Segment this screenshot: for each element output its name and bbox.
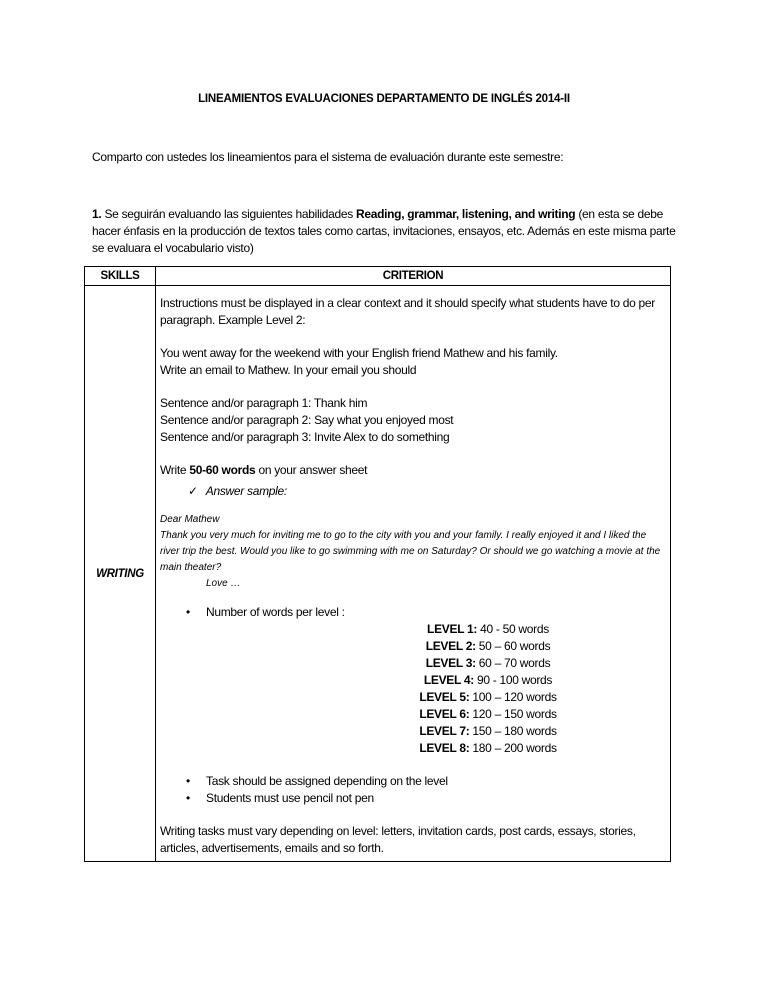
point-1-lead: Se seguirán evaluando las siguientes habilidades <box>101 207 356 221</box>
check-mark-icon: ✓ <box>188 484 198 498</box>
letter-greeting: Dear Mathew <box>160 514 220 525</box>
level-row <box>310 655 666 672</box>
level-label: LEVEL 2: <box>425 639 476 653</box>
level-value: 90 - 100 words <box>473 673 553 687</box>
sentence-2: Sentence and/or paragraph 2: Say what you enjoyed most <box>160 413 454 427</box>
level-row <box>310 723 666 740</box>
level-label: LEVEL 7: <box>419 724 470 738</box>
word-count: 50-60 words <box>189 463 256 477</box>
level-row <box>310 638 666 655</box>
bullet-icon: • <box>186 605 190 619</box>
header-skills: SKILLS <box>85 267 156 286</box>
table-row <box>85 286 671 862</box>
level-row <box>310 689 666 706</box>
level-value: 150 – 180 words <box>469 724 557 738</box>
tasks-list <box>160 773 666 807</box>
answer-sample-item <box>188 483 666 500</box>
levels-block <box>160 621 666 757</box>
sentence-1: Sentence and/or paragraph 1: Thank him <box>160 396 368 410</box>
criteria-table <box>84 266 671 862</box>
point-1-number: 1. <box>92 207 102 221</box>
sentence-3: Sentence and/or paragraph 3: Invite Alex to do something <box>160 430 450 444</box>
answer-sample-label: Answer sample: <box>205 484 287 498</box>
level-value: 60 – 70 words <box>475 656 551 670</box>
point-1-rest: (en esta se debe hacer énfasis en la producción de textos tales como cartas, invitaciones, ensayos, etc. Además en este misma parte se evaluara el vocabulario visto) <box>92 207 676 255</box>
closing-text: Writing tasks must vary depending on level: letters, invitation cards, post cards, essays, stories, articles, advertisements, emails and so forth. <box>160 824 636 855</box>
level-value: 100 – 120 words <box>469 690 557 704</box>
criterion-cell <box>156 286 671 862</box>
list-item <box>186 773 666 790</box>
levels-list <box>160 604 666 621</box>
level-label: LEVEL 5: <box>419 690 470 704</box>
write-post: on your answer sheet <box>255 463 368 477</box>
level-label: LEVEL 1: <box>427 622 478 636</box>
letter-body: Thank you very much for inviting me to go to the city with you and your family. I really enjoyed it and I liked the river trip the best. Would you like to go swimming with me on Saturday? Or should we go watching a movie at the main theater? <box>160 530 661 573</box>
level-value: 180 – 200 words <box>469 741 557 755</box>
level-value: 40 - 50 words <box>477 622 549 636</box>
levels-intro: Number of words per level : <box>206 605 345 619</box>
point-1-paragraph <box>92 206 682 257</box>
document-title: LINEAMIENTOS EVALUACIONES DEPARTAMENTO DE INGLÉS 2014-II <box>198 93 570 105</box>
write-pre: Write <box>160 463 190 477</box>
sample-letter <box>160 512 666 592</box>
bullet-icon: • <box>186 791 190 805</box>
letter-closing: Love … <box>206 578 241 589</box>
scenario-line-2: Write an email to Mathew. In your email you should <box>160 363 417 377</box>
level-value: 120 – 150 words <box>469 707 557 721</box>
level-label: LEVEL 6: <box>419 707 470 721</box>
list-item <box>186 604 666 621</box>
level-row <box>310 706 666 723</box>
scenario-text <box>160 345 666 379</box>
list-item <box>186 790 666 807</box>
header-criterion: CRITERION <box>156 267 671 286</box>
level-row <box>310 672 666 689</box>
table-header-row <box>85 267 671 286</box>
task-2: Students must use pencil not pen <box>206 791 374 805</box>
sentences-text <box>160 395 666 446</box>
task-1: Task should be assigned depending on the level <box>206 774 448 788</box>
bullet-icon: • <box>186 774 190 788</box>
level-row <box>310 621 666 638</box>
level-label: LEVEL 8: <box>419 741 470 755</box>
scenario-line-1: You went away for the weekend with your English friend Mathew and his family. <box>160 346 558 360</box>
point-1-skills: Reading, grammar, listening, and writing <box>355 207 576 221</box>
write-instruction <box>160 462 666 479</box>
level-label: LEVEL 3: <box>425 656 476 670</box>
level-label: LEVEL 4: <box>423 673 474 687</box>
intro-paragraph: Comparto con ustedes los lineamientos para el sistema de evaluación durante este semestre: <box>92 150 564 164</box>
level-row <box>310 740 666 757</box>
level-value: 50 – 60 words <box>475 639 551 653</box>
instructions-text: Instructions must be displayed in a clear context and it should specify what students have to do per paragraph. Example Level 2: <box>160 296 655 327</box>
skill-writing: WRITING <box>85 286 156 862</box>
